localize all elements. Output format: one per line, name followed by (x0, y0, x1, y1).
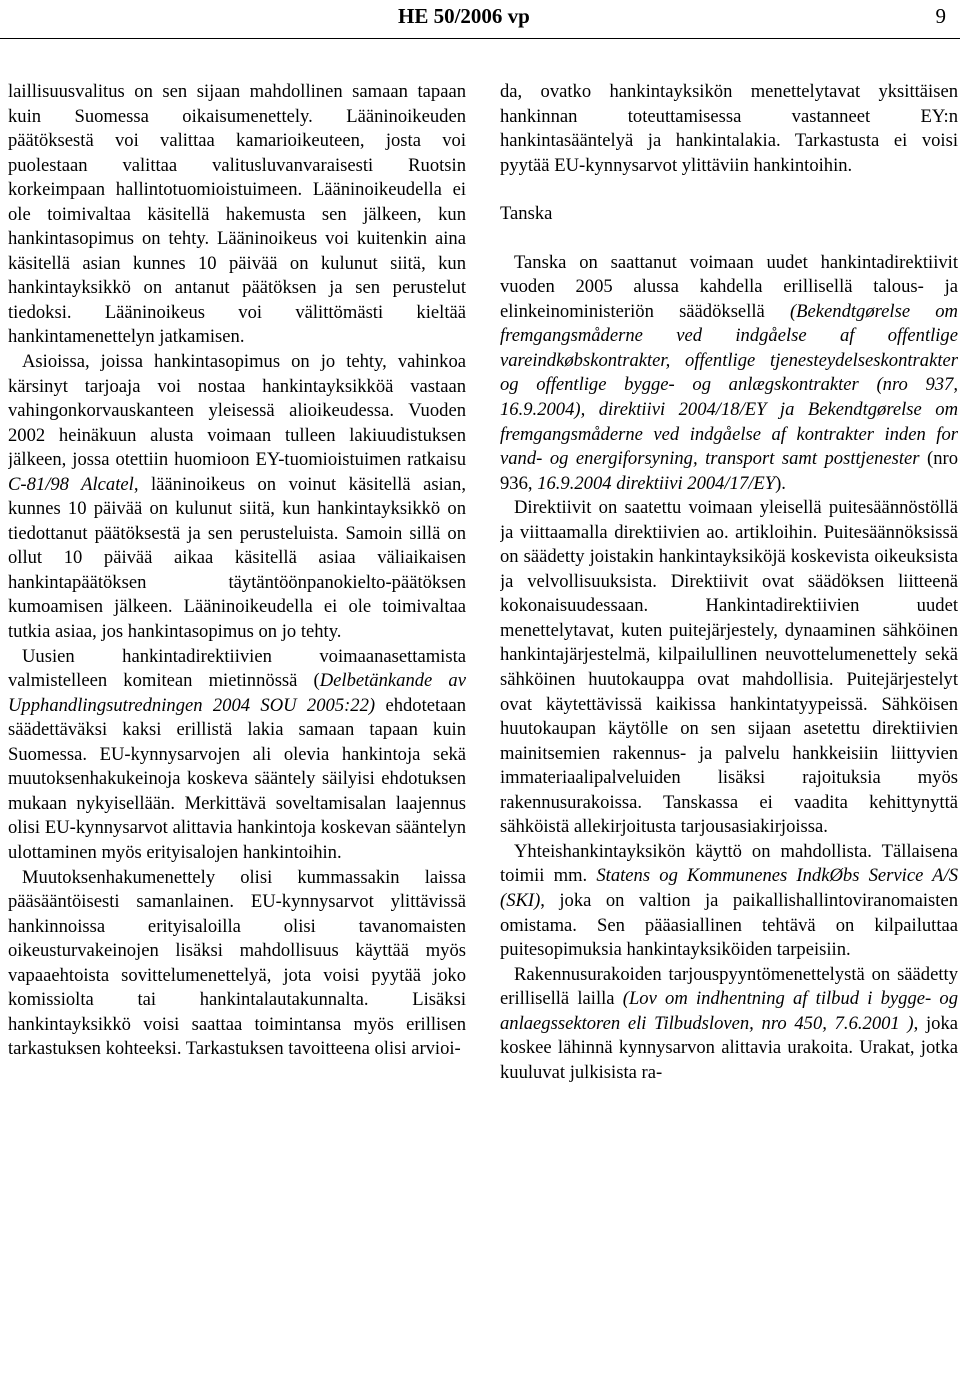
paragraph (500, 840, 958, 963)
paragraph (500, 251, 958, 496)
paragraph-text: da, ovatko hankintayksikön menettelytavat yksittäisen hankinnan toteuttamisessa vastanneet EY:n hankintasääntelyä ja hankintalakia. Tarkastusta ei voisi pyytää EU-kynnysarvot ylittäviin hankintoihin. (500, 81, 958, 176)
paragraph (8, 350, 466, 645)
paragraph-text: Direktiivit on saatettu voimaan yleisellä puitesäännöstöllä ja viittaamalla direktiivien ao. artikloihin. Puitesäännöksissä on säädetty joistakin hankintayksiköjä koskevista oikeuksista ja velvollisuuksista. Direktiivit ovat säädöksen liitteenä kokonaisuudessaan. Hankintadirektiivien uudet menettelytavat, kuten puitejärjestely, dynaaminen sähköinen hankintajärjestelmä, kilpailullinen neuvottelumenettely sekä sähköinen huutokauppa ovat mahdollisia. Puitejärjestelyt ovat käytettävissä kaikissa hankintatyypeissä. Sähköisen huutokaupan käytölle on sen sijaan asetettu direktiivien mainitsemien rakennus- ja palvelu hankkeisiin liittyvien immateriaalipalveluiden lisäksi rajoituksia myös rakennusurakoissa. Tanskassa ei vaadita kehittynyttä sähköistä allekirjoitusta tarjousasiakirjoissa. (500, 497, 958, 838)
paragraph-text: , joka on valtion ja paikallishallintoviranomaisten omistama. Sen pääasiallinen tehtävä on kilpailuttaa puitesopimuksia hankintayksiköiden tarpeisiin. (500, 889, 958, 961)
right-column (500, 80, 958, 1385)
section-heading: Tanska (500, 203, 553, 225)
paragraph (8, 645, 466, 866)
paragraph-text: laillisuusvalitus on sen sijaan mahdollinen samaan tapaan kuin Suomessa oikaisumenettely. Lääninoikeuden päätöksestä voi valittaa kamarioikeuteen, josta voi puolestaan valittaa valitusluvanvaraisesti Ruotsin korkeimpaan hallintotuomioistuimeen. Lääninoikeudella ei ole toimivaltaa käsitellä hakemusta sen jälkeen, kun hankintasopimus on tehty. Lääninoikeus voi kuitenkin aina käsitellä asian kunnes 10 päivää on kulunut siitä, kun hankintayksikkö on antanut päätöksen ja sen perustelut tiedoksi. Lääninoikeus voi välittömästi kieltää hankintamenettelyn jatkamisen. (8, 81, 466, 348)
paragraph-text: , lääninoikeus on voinut käsitellä asian, kunnes 10 päivää on kulunut siitä, kun hankintayksikkö on tiedottanut päätöksestä ja sen perusteluista. Samoin sillä on ollut 10 päivää aikaa käsitellä asiaa väliaikaisen hankintapäätöksen täytäntöönpanokielto-päätöksen kumoamisen jälkeen. Lääninoikeudella ei ole toimivaltaa tutkia asiaa, jos hankintasopimus on jo tehty. (8, 473, 466, 643)
paragraph-text: Asioissa, joissa hankintasopimus on jo tehty, vahinkoa kärsinyt tarjoaja voi nostaa hankintayksikköä vastaan vahingonkorvauskanteen yleisessä alioikeudessa. Vuoden 2002 heinäkuun alusta voimaan tulleen lakiuudistuksen jälkeen, jossa otettiin huomioon EY-tuomioistuimen ratkaisu (8, 351, 466, 471)
paragraph (500, 963, 958, 1086)
paragraph (500, 80, 958, 178)
document-title: HE 50/2006 vp (398, 4, 530, 28)
paragraph-text: ). (775, 472, 786, 494)
paragraph-text: ehdotetaan säädettäväksi kaksi erillistä lakia samaan tapaan kuin Suomessa. EU-kynnysarvojen ali olevia hankintoja sekä muutoksenhakukeinoja koskeva sääntely säilyisi ehdotuksen mukaan nykyisellään. Merkittävä soveltamisalan laajennus olisi EU-kynnysarvot alittavia hankintoja koskevan sääntelyn ulottaminen myös erityisalojen hankintoihin. (8, 694, 466, 863)
paragraph-text: Uusien hankintadirektiivien voimaanasettamista valmistelleen komitean mietinnössä ( (8, 645, 466, 692)
header-rule (0, 38, 960, 39)
paragraph (8, 80, 466, 350)
case-reference: C-81/98 Alcatel (8, 473, 134, 495)
left-column (8, 80, 466, 1385)
paragraph-text: Tanska on saattanut voimaan uudet hankintadirektiivit vuoden 2005 alussa kahdella erillisellä talous- ja elinkeinoministeriön säädöksellä (500, 251, 958, 322)
statute-reference: (Bekendtgørelse om fremgangsmåderne ved indgåelse af offentlige vareindkøbskontrakter, offentlige tjenesteydelseskontrakter og offentlige bygge- og anlægskontrakter (nro 937, 16.9.2004), direktiivi 2004/18/EY ja Bekendtgørelse om fremgangsmåderne ved indgåelse af kontrakter inden for vand- og energiforsyning, transport samt posttjenester (500, 300, 958, 470)
paragraph-text: (nro 936, (500, 448, 958, 494)
report-reference: Delbetänkande av Upphandlingsutredningen 2004 SOU 2005:22) (8, 670, 466, 716)
page-number: 9 (935, 4, 946, 28)
paragraph-text: Muutoksenhakumenettely olisi kummassakin laissa pääsääntöisesti samanlainen. EU-kynnysarvot ylittävissä hankinnoissa erityisaloilla olisi tavanomaisten oikeusturvakeinojen lisäksi mahdollisuus käyttää myös vapaaehtoista sovittelumenettelyä, jota voisi pyytää joko komissiolta tai hankintalautakunnalta. Lisäksi hankintayksikkö voisi saattaa toimintansa myös erillisen tarkastuksen kohteeksi. Tarkastuksen tavoitteena olisi arvioi- (8, 866, 466, 1060)
paragraph (500, 496, 958, 840)
page-header (0, 0, 960, 40)
statute-reference: 16.9.2004 direktiivi 2004/17/EY (537, 472, 776, 494)
paragraph-text: Rakennusurakoiden tarjouspyyntömenettelystä on säädetty erillisellä laillа (500, 963, 958, 1010)
statute-reference: (Lov om indhentning af tilbud i bygge- og anlaegssektoren eli Tilbudsloven, nro 450, 7.6.2001 ) (500, 988, 958, 1034)
paragraph-text: Yhteishankintayksikön käyttö on mahdollista. Tällaisena toimii mm. (500, 840, 958, 887)
paragraph (8, 866, 466, 1062)
organization-name: Statens og Kommunenes IndkØbs Service A/S (SKI) (500, 865, 958, 911)
paragraph-text: , joka koskee lähinnä kynnysarvon alittavia urakoita. Urakat, jotka kuuluvat julkisista ra- (500, 1012, 958, 1083)
